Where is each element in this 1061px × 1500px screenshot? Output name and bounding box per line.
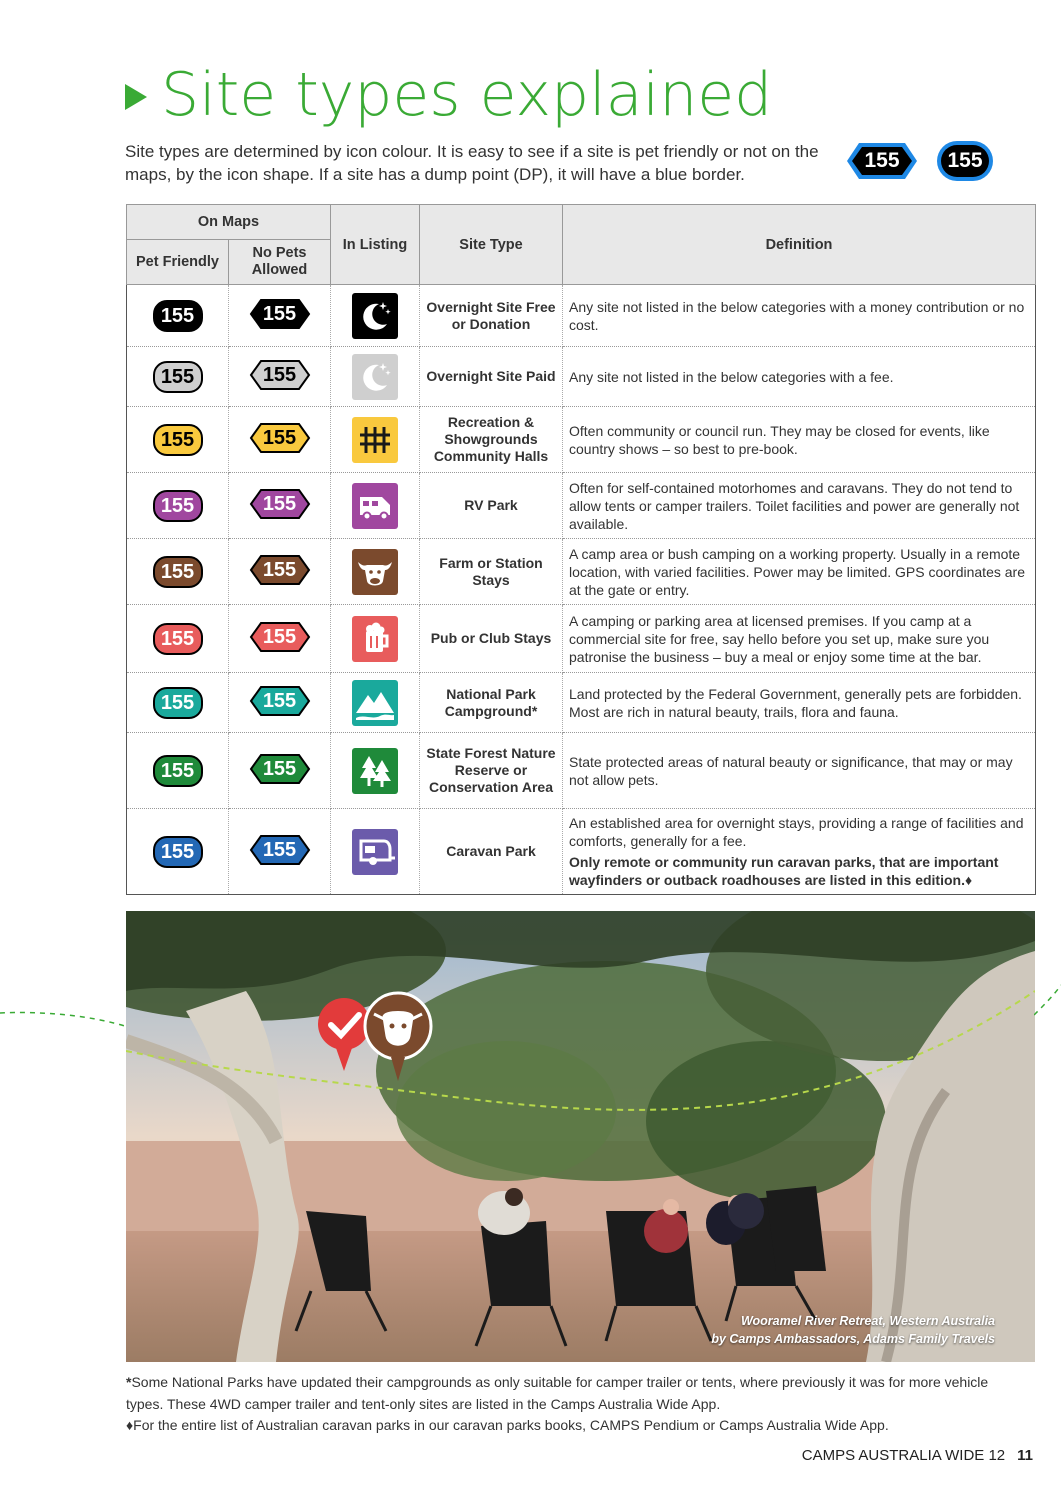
- table-row: [127, 809, 1036, 895]
- header-on-maps: On Maps: [127, 205, 331, 240]
- no-pets-badge: 155: [249, 685, 311, 717]
- listing-icon-cell: [331, 473, 420, 539]
- dotted-route-line-right: [1034, 975, 1061, 1035]
- pet-friendly-badge-cell: [127, 733, 229, 809]
- no-pets-badge-cell: [229, 605, 331, 673]
- site-types-table: [126, 204, 1036, 895]
- no-pets-badge-cell: [229, 285, 331, 347]
- no-pets-badge: 155: [249, 554, 311, 586]
- title-arrow-icon: [125, 84, 147, 110]
- listing-icon-cell: [331, 407, 420, 473]
- cow-icon: [352, 549, 398, 595]
- pet-friendly-badge-cell: [127, 539, 229, 605]
- listing-icon-cell: [331, 733, 420, 809]
- pet-friendly-badge-cell: [127, 605, 229, 673]
- definition-text: Any site not listed in the below categories with a money contribution or no cost.: [569, 298, 1025, 333]
- no-pets-badge-cell: [229, 539, 331, 605]
- site-type-label: Overnight Site Paid: [420, 347, 563, 407]
- definition-text: An established area for overnight stays, providing a range of facilities and comforts, generally for a fee.: [569, 815, 1024, 849]
- site-type-label: RV Park: [420, 473, 563, 539]
- header-site-type: Site Type: [420, 205, 563, 285]
- pet-friendly-badge: 155: [153, 687, 203, 719]
- moon-stars-icon: [352, 354, 398, 400]
- site-type-label: Caravan Park: [420, 809, 563, 895]
- caravan-icon: [352, 829, 398, 875]
- definition-text: A camping or parking area at licensed premises. If you camp at a commercial site for free, say hello before you set up, make sure you patronise the business – buy a meal or enjoy some time at the bar.: [569, 612, 990, 665]
- dotted-route-line-left: [0, 985, 130, 1045]
- footnote-national-parks: *Some National Parks have updated their campgrounds as only suitable for camper trailer or tents, where previously it was for more vehicle types. These 4WD camper trailer and tent-only sites are listed in the Camps Australia Wide App.: [126, 1374, 989, 1412]
- header-pet-friendly: Pet Friendly: [127, 240, 229, 285]
- definition-text: Often community or council run. They may be closed for events, like country shows – so best to pre-book.: [569, 422, 990, 457]
- site-definition: [563, 347, 1036, 407]
- page-footer: [802, 1447, 1033, 1464]
- site-definition: [563, 733, 1036, 809]
- listing-icon-cell: [331, 285, 420, 347]
- no-pets-badge: 155: [249, 834, 311, 866]
- table-row: [127, 673, 1036, 733]
- site-type-label: Recreation & Showgrounds Community Halls: [420, 407, 563, 473]
- no-pets-badge: 155: [249, 422, 311, 454]
- no-pets-badge-cell: [229, 347, 331, 407]
- table-row: [127, 285, 1036, 347]
- pet-friendly-badge: 155: [153, 836, 203, 868]
- no-pets-badge: 155: [249, 753, 311, 785]
- pet-friendly-badge-cell: [127, 347, 229, 407]
- site-definition: [563, 285, 1036, 347]
- definition-text: Land protected by the Federal Government, generally pets are forbidden. Most are rich in natural beauty, trails, flora and fauna.: [569, 685, 1022, 720]
- listing-icon-cell: [331, 673, 420, 733]
- dump-point-hexagon-badge: 155: [845, 141, 919, 181]
- no-pets-badge-cell: [229, 473, 331, 539]
- definition-text: Often for self-contained motorhomes and caravans. They do not tend to allow tents or camper trailers. Toilet facilities and power are generally not available.: [569, 479, 1020, 532]
- pet-friendly-badge-cell: [127, 673, 229, 733]
- page-title: Site types explained: [161, 60, 773, 130]
- site-type-label: State Forest Nature Reserve or Conservation Area: [420, 733, 563, 809]
- pet-friendly-badge: 155: [153, 361, 203, 393]
- no-pets-badge: 155: [249, 621, 311, 653]
- table-row: [127, 733, 1036, 809]
- header-definition: Definition: [563, 205, 1036, 285]
- definition-text: A camp area or bush camping on a working property. Usually in a remote location, with varied facilities. Power may be limited. GPS coordinates are at the gate or entry.: [569, 545, 1025, 598]
- title-block: [125, 60, 772, 130]
- pet-friendly-badge: 155: [153, 623, 203, 655]
- pet-friendly-badge-cell: [127, 809, 229, 895]
- caption-line-2: by Camps Ambassadors, Adams Family Travels: [711, 1332, 995, 1346]
- listing-icon-cell: [331, 809, 420, 895]
- intro-text: Site types are determined by icon colour. It is easy to see if a site is pet friendly or not on the maps, by the icon shape. If a site has a dump point (DP), it will have a blue border.: [125, 142, 819, 184]
- no-pets-badge-cell: [229, 407, 331, 473]
- table-row: [127, 347, 1036, 407]
- listing-icon-cell: [331, 539, 420, 605]
- page-number: 11: [1017, 1447, 1033, 1464]
- pet-friendly-badge-cell: [127, 407, 229, 473]
- fence-icon: [352, 417, 398, 463]
- no-pets-badge: 155: [249, 488, 311, 520]
- site-type-label: Pub or Club Stays: [420, 605, 563, 673]
- pine-trees-icon: [352, 748, 398, 794]
- site-definition: [563, 605, 1036, 673]
- table-row: [127, 407, 1036, 473]
- pet-friendly-badge-cell: [127, 473, 229, 539]
- site-type-label: National Park Campground*: [420, 673, 563, 733]
- no-pets-badge: 155: [249, 298, 311, 330]
- mountains-icon: [352, 680, 398, 726]
- site-definition: [563, 673, 1036, 733]
- footnote-caravan-parks: ♦For the entire list of Australian caravan parks in our caravan parks books, CAMPS Pendium or Camps Australia Wide App.: [126, 1417, 889, 1433]
- table-row: [127, 539, 1036, 605]
- table-row: [127, 473, 1036, 539]
- pet-friendly-badge: 155: [153, 490, 203, 522]
- site-definition: [563, 539, 1036, 605]
- dump-point-pill-badge: 155: [937, 141, 993, 181]
- motorhome-icon: [352, 483, 398, 529]
- no-pets-badge-cell: [229, 733, 331, 809]
- campsite-photo: [126, 911, 1035, 1362]
- site-definition: [563, 473, 1036, 539]
- site-definition: [563, 407, 1036, 473]
- no-pets-badge: 155: [249, 359, 311, 391]
- caption-line-1: Wooramel River Retreat, Western Australia: [740, 1314, 995, 1328]
- pet-friendly-badge: 155: [153, 424, 203, 456]
- header-in-listing: In Listing: [331, 205, 420, 285]
- table-row: [127, 605, 1036, 673]
- definition-note: Only remote or community run caravan parks, that are important wayfinders or outback roadhouses are listed in this edition.♦: [569, 854, 999, 888]
- listing-icon-cell: [331, 605, 420, 673]
- moon-stars-icon: [352, 293, 398, 339]
- site-definition: [563, 809, 1036, 895]
- listing-icon-cell: [331, 347, 420, 407]
- pet-friendly-badge: 155: [153, 556, 203, 588]
- header-no-pets: No Pets Allowed: [229, 240, 331, 285]
- site-type-label: Farm or Station Stays: [420, 539, 563, 605]
- pet-friendly-badge: 155: [153, 300, 203, 332]
- definition-text: State protected areas of natural beauty or significance, that may or may not allow pets.: [569, 753, 1013, 788]
- publication-name: CAMPS AUSTRALIA WIDE 12: [801, 1447, 1006, 1464]
- footnotes: [126, 1372, 1026, 1437]
- pet-friendly-badge-cell: [127, 285, 229, 347]
- site-type-label: Overnight Site Free or Donation: [420, 285, 563, 347]
- dump-point-legend: [845, 141, 993, 181]
- beer-icon: [352, 616, 398, 662]
- photo-caption: [711, 1312, 995, 1348]
- no-pets-badge-cell: [229, 673, 331, 733]
- pet-friendly-badge: 155: [153, 755, 203, 787]
- definition-text: Any site not listed in the below categories with a fee.: [569, 368, 894, 385]
- no-pets-badge-cell: [229, 809, 331, 895]
